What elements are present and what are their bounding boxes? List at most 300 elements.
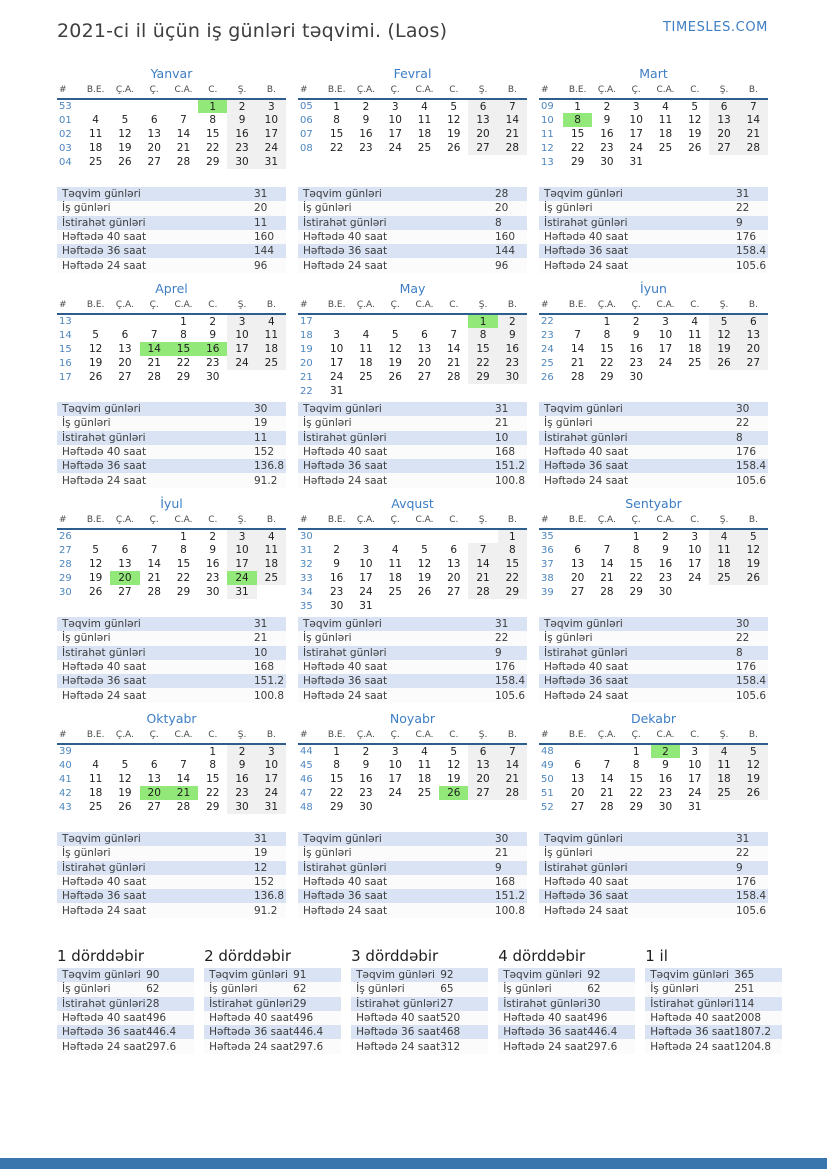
week-row: [539, 758, 768, 772]
stat-row: [57, 445, 286, 459]
day-cell: 23: [227, 786, 256, 800]
day-cell: 29: [468, 370, 497, 384]
week-number-cell: 28: [59, 558, 72, 570]
day-cell: 11: [388, 558, 402, 570]
day-header-cell: Ç.: [140, 513, 169, 529]
stat-row: [539, 416, 768, 430]
day-header-cell: B.E.: [322, 83, 351, 99]
week-number-header: #: [57, 513, 81, 529]
stat-label: İş günləri: [62, 847, 111, 860]
week-number-cell: 35: [541, 531, 554, 542]
stat-row: [298, 674, 527, 688]
day-cell: 9: [662, 759, 669, 771]
stat-row: [351, 1025, 488, 1039]
day-cell: 20: [147, 142, 161, 154]
day-cell: 2: [498, 314, 527, 328]
stat-label: Həftədə 36 saat: [544, 675, 629, 688]
stat-label: Həftədə 24 saat: [62, 259, 147, 272]
stat-label: Həftədə 40 saat: [303, 231, 388, 244]
day-cell: [592, 529, 621, 543]
day-cell: 17: [257, 772, 286, 786]
day-header-cell: C.A.: [169, 83, 198, 99]
day-header-cell: Ş.: [468, 728, 497, 744]
week-number-cell: 04: [59, 156, 72, 168]
day-header-cell: B.: [498, 513, 527, 529]
stat-row: [57, 875, 286, 889]
day-cell: 18: [709, 772, 738, 786]
day-header-cell: Ç.: [140, 298, 169, 314]
day-cell: 2: [209, 530, 217, 543]
day-cell: 18: [388, 572, 402, 584]
stat-row: [498, 997, 635, 1011]
day-cell: 15: [629, 773, 643, 785]
stat-label: Həftədə 40 saat: [544, 876, 629, 889]
day-header-cell: Ç.: [381, 513, 410, 529]
stat-value: 151.2: [495, 890, 526, 903]
week-number-cell: 29: [59, 572, 72, 584]
day-header-cell: Ş.: [709, 728, 738, 744]
day-header-cell: Ç.: [140, 83, 169, 99]
stat-label: Həftədə 24 saat: [503, 1040, 588, 1053]
day-cell: [739, 370, 768, 384]
stat-row: [539, 230, 768, 244]
week-number-cell: 36: [541, 544, 554, 556]
stat-label: Təqvim günləri: [303, 833, 382, 846]
day-cell: 27: [147, 801, 161, 813]
stat-row: [57, 216, 286, 230]
month-block-avqust: [298, 496, 527, 711]
stat-row: [539, 631, 768, 645]
month-title: Oktyabr: [146, 711, 197, 726]
stat-row: [298, 258, 527, 272]
stat-value: 446.4: [293, 1026, 324, 1039]
day-cell: 17: [688, 558, 702, 570]
day-cell: 29: [206, 801, 220, 813]
stat-label: İstirahət günləri: [544, 861, 628, 874]
month-title: Noyabr: [389, 711, 436, 726]
day-cell: 3: [227, 314, 256, 328]
day-cell: 19: [447, 128, 461, 140]
day-header-cell: C.: [198, 298, 227, 314]
stats-table: [57, 617, 286, 703]
stat-value: 22: [736, 417, 750, 430]
day-cell: 20: [417, 357, 432, 369]
day-cell: 26: [118, 156, 132, 168]
stat-row: [539, 216, 768, 230]
week-number-cell: 42: [59, 787, 72, 799]
day-cell: 16: [359, 773, 373, 785]
stat-row: [57, 889, 286, 903]
day-cell: 2: [227, 744, 256, 758]
week-row: [57, 758, 286, 772]
day-cell: 19: [388, 357, 402, 369]
stat-row: [498, 982, 635, 996]
stats-table: [204, 968, 341, 1054]
stat-row: [298, 688, 527, 702]
holiday-day-cell: 2: [651, 744, 680, 758]
day-cell: 22: [468, 356, 497, 370]
week-number-cell: 13: [59, 316, 72, 327]
day-cell: 28: [600, 586, 614, 598]
stat-label: Təqvim günləri: [356, 969, 435, 982]
stat-row: [539, 244, 768, 258]
day-header-cell: C.A.: [651, 728, 680, 744]
week-row: [298, 342, 527, 356]
month-calendar: [57, 728, 286, 814]
month-calendar: [539, 298, 768, 384]
week-number-header: #: [57, 83, 81, 99]
day-cell: 11: [417, 759, 432, 771]
day-cell: 11: [658, 114, 673, 126]
stat-label: İş günləri: [503, 983, 552, 996]
day-cell: 21: [147, 357, 161, 369]
stat-value: 8: [495, 216, 502, 229]
week-row: [57, 370, 286, 384]
day-cell: [351, 384, 380, 398]
stat-value: 62: [293, 983, 307, 996]
stat-row: [539, 846, 768, 860]
day-cell: 19: [709, 342, 738, 356]
month-block-fevral: [298, 66, 527, 281]
day-cell: 10: [329, 343, 344, 355]
day-cell: 9: [209, 544, 217, 556]
stat-label: Həftədə 40 saat: [62, 661, 147, 674]
week-row: [539, 99, 768, 113]
day-cell: [592, 744, 621, 758]
day-cell: 7: [498, 99, 527, 113]
day-cell: 31: [359, 600, 373, 612]
week-row: [298, 571, 527, 585]
months-grid: [57, 66, 768, 926]
week-header-row: [298, 728, 527, 744]
day-cell: 29: [206, 156, 220, 168]
stat-row: [498, 1039, 635, 1053]
week-row: [57, 314, 286, 328]
day-cell: 18: [709, 557, 738, 571]
week-number-cell: 18: [300, 329, 313, 341]
stats-table: [298, 402, 527, 488]
stat-value: 92: [587, 969, 601, 982]
day-header-cell: Ç.A.: [110, 513, 139, 529]
month-block-noyabr: [298, 711, 527, 926]
month-title: İyun: [640, 281, 667, 296]
stat-row: [298, 617, 527, 631]
day-cell: 17: [227, 342, 256, 356]
holiday-day-cell: 24: [227, 571, 256, 585]
week-row: [298, 772, 527, 786]
day-cell: 25: [688, 357, 702, 369]
stat-label: Həftədə 36 saat: [544, 245, 629, 258]
day-cell: 11: [257, 328, 286, 342]
stat-row: [57, 617, 286, 631]
day-header-cell: B.E.: [563, 298, 592, 314]
day-header-cell: Ş.: [227, 513, 256, 529]
footer-bar: [0, 1158, 827, 1169]
stat-label: Təqvim günləri: [62, 833, 141, 846]
day-header-cell: Ç.A.: [351, 728, 380, 744]
day-cell: 10: [629, 114, 643, 126]
day-header-cell: Ç.: [622, 83, 651, 99]
stat-label: Həftədə 24 saat: [544, 689, 629, 702]
week-number-header: #: [57, 298, 81, 314]
stat-row: [539, 431, 768, 445]
month-calendar: [298, 513, 527, 613]
month-title: Avqust: [391, 496, 434, 511]
week-number-cell: 45: [300, 759, 313, 771]
stat-row: [539, 258, 768, 272]
stat-value: 27: [440, 997, 454, 1010]
week-number-cell: 43: [59, 801, 72, 813]
day-cell: 1: [333, 100, 340, 113]
day-header-cell: B.E.: [563, 83, 592, 99]
stat-value: 29: [293, 997, 307, 1010]
day-cell: 30: [629, 371, 643, 383]
day-cell: 22: [498, 571, 527, 585]
week-number-cell: 52: [541, 801, 554, 813]
day-cell: [739, 585, 768, 599]
day-cell: 8: [333, 114, 340, 126]
stat-row: [498, 968, 635, 982]
week-number-cell: 35: [300, 600, 313, 612]
day-cell: [351, 529, 380, 543]
day-cell: 8: [632, 544, 640, 556]
stat-row: [204, 1039, 341, 1053]
day-cell: 31: [227, 585, 256, 599]
week-row: [539, 155, 768, 169]
stat-label: Həftədə 36 saat: [303, 460, 388, 473]
day-header-cell: B.: [739, 298, 768, 314]
day-cell: 17: [388, 128, 402, 140]
day-cell: 13: [447, 558, 461, 570]
day-header-cell: C.A.: [169, 728, 198, 744]
day-cell: 5: [450, 100, 458, 113]
day-cell: 26: [118, 801, 132, 813]
week-row: [539, 543, 768, 557]
day-cell: 9: [662, 544, 669, 556]
day-cell: 6: [150, 759, 158, 771]
month-calendar-wrap: [298, 298, 527, 402]
day-cell: 12: [739, 543, 768, 557]
day-cell: [351, 314, 380, 328]
week-row: [298, 328, 527, 342]
day-cell: 14: [498, 113, 527, 127]
day-cell: [81, 529, 110, 543]
week-row: [57, 356, 286, 370]
week-number-cell: 38: [541, 572, 554, 584]
stat-label: İstirahət günləri: [303, 646, 387, 659]
day-header-cell: B.: [257, 298, 286, 314]
summary-title: 1 dörddəbir: [57, 947, 145, 965]
stat-value: 11: [254, 431, 268, 444]
day-cell: 30: [600, 156, 614, 168]
week-header-row: [298, 513, 527, 529]
day-cell: 25: [359, 371, 373, 383]
day-cell: 3: [362, 544, 370, 556]
day-cell: 11: [709, 543, 738, 557]
week-header-row: [57, 83, 286, 99]
stat-label: İş günləri: [650, 983, 699, 996]
stat-row: [498, 1025, 635, 1039]
day-cell: 7: [468, 543, 497, 557]
month-calendar-wrap: [539, 298, 768, 402]
stat-row: [57, 861, 286, 875]
stat-row: [298, 473, 527, 487]
day-cell: 23: [206, 572, 220, 584]
day-cell: 14: [176, 773, 191, 785]
day-cell: 20: [468, 127, 497, 141]
day-cell: 27: [570, 586, 585, 598]
day-cell: 28: [468, 585, 497, 599]
day-cell: 22: [629, 572, 643, 584]
day-cell: 11: [688, 329, 702, 341]
stat-value: 92: [440, 969, 454, 982]
day-cell: 28: [600, 801, 614, 813]
week-number-cell: 30: [59, 586, 72, 598]
day-cell: 31: [629, 156, 643, 168]
month-calendar-wrap: [539, 728, 768, 832]
week-number-cell: 15: [59, 343, 72, 355]
day-cell: 27: [570, 801, 585, 813]
stat-value: 19: [254, 417, 268, 430]
site-logo-link[interactable]: TIMESLES.COM: [662, 20, 768, 35]
day-cell: 2: [662, 530, 669, 543]
day-cell: 14: [147, 558, 161, 570]
day-cell: 24: [688, 572, 702, 584]
day-cell: 22: [329, 142, 344, 154]
stat-row: [645, 1011, 782, 1025]
stat-row: [57, 187, 286, 201]
stats-table: [645, 968, 782, 1054]
day-cell: 21: [498, 772, 527, 786]
day-cell: 24: [688, 787, 702, 799]
day-cell: [709, 800, 738, 814]
month-calendar: [539, 728, 768, 814]
day-cell: 16: [498, 342, 527, 356]
stats-table: [57, 402, 286, 488]
stat-row: [298, 875, 527, 889]
day-header-cell: Ç.A.: [351, 83, 380, 99]
week-header-row: [539, 513, 768, 529]
day-cell: 22: [176, 572, 191, 584]
stat-label: İş günləri: [356, 983, 405, 996]
day-cell: 13: [118, 558, 132, 570]
day-cell: [439, 314, 468, 328]
day-cell: 5: [421, 544, 428, 556]
summary-title: 4 dörddəbir: [498, 947, 586, 965]
stat-value: 100.8: [254, 689, 285, 702]
month-block-sentyabr: [539, 496, 768, 711]
day-cell: 19: [118, 787, 132, 799]
stat-label: Həftədə 24 saat: [544, 474, 629, 487]
day-cell: 26: [447, 142, 461, 154]
day-cell: 20: [570, 787, 585, 799]
stat-label: Həftədə 40 saat: [544, 446, 629, 459]
day-cell: 26: [388, 371, 402, 383]
stat-label: İş günləri: [544, 632, 593, 645]
stat-row: [57, 631, 286, 645]
week-number-header: #: [539, 728, 563, 744]
day-cell: 6: [739, 314, 768, 328]
day-cell: 1: [498, 529, 527, 543]
day-cell: 13: [709, 113, 738, 127]
stat-value: 152: [254, 876, 275, 889]
day-header-cell: C.A.: [410, 513, 439, 529]
day-cell: 2: [227, 99, 256, 113]
stat-row: [539, 861, 768, 875]
stat-row: [57, 903, 286, 917]
day-cell: 27: [118, 586, 132, 598]
stat-label: İstirahət günləri: [650, 997, 734, 1010]
day-cell: [709, 585, 738, 599]
day-header-cell: Ç.A.: [110, 83, 139, 99]
summary-block: [498, 947, 635, 1054]
day-cell: 4: [391, 544, 399, 556]
stat-row: [539, 402, 768, 416]
day-cell: 7: [180, 114, 187, 126]
day-cell: [410, 314, 439, 328]
stat-row: [539, 875, 768, 889]
day-header-cell: C.: [680, 298, 709, 314]
stat-label: İstirahət günləri: [356, 997, 440, 1010]
stat-label: İstirahət günləri: [62, 646, 146, 659]
stat-value: 96: [254, 259, 268, 272]
day-cell: 3: [691, 530, 699, 543]
week-number-cell: 49: [541, 759, 554, 771]
week-row: [57, 529, 286, 543]
day-cell: 3: [257, 99, 286, 113]
stat-row: [351, 982, 488, 996]
week-number-cell: 37: [541, 558, 554, 570]
stat-row: [298, 244, 527, 258]
day-cell: [680, 155, 709, 169]
day-cell: 18: [257, 342, 286, 356]
stat-label: İş günləri: [544, 202, 593, 215]
day-cell: 3: [662, 315, 669, 328]
day-cell: 28: [498, 786, 527, 800]
day-header-cell: Ş.: [709, 83, 738, 99]
stat-label: Həftədə 24 saat: [544, 904, 629, 917]
stat-value: 136.8: [254, 460, 285, 473]
stat-row: [57, 402, 286, 416]
stat-value: 31: [495, 618, 509, 631]
stat-value: 8: [736, 431, 743, 444]
day-cell: 16: [227, 772, 256, 786]
stat-label: İstirahət günləri: [303, 216, 387, 229]
day-cell: 8: [603, 329, 611, 341]
stat-label: İş günləri: [209, 983, 258, 996]
month-title: İyul: [160, 496, 183, 511]
day-cell: [739, 800, 768, 814]
week-row: [298, 585, 527, 599]
summary-title: 2 dörddəbir: [204, 947, 292, 965]
stat-row: [57, 1025, 194, 1039]
week-header-row: [298, 298, 527, 314]
day-cell: 15: [629, 558, 643, 570]
stat-value: 22: [736, 202, 750, 215]
stat-value: 144: [254, 245, 275, 258]
week-number-cell: 31: [300, 544, 313, 556]
week-row: [57, 585, 286, 599]
day-cell: 10: [658, 329, 673, 341]
stat-value: 31: [254, 188, 268, 201]
month-title: Aprel: [155, 281, 188, 296]
day-cell: 2: [603, 100, 611, 113]
stat-value: 312: [440, 1040, 461, 1053]
stat-row: [298, 402, 527, 416]
stat-value: 10: [495, 431, 509, 444]
day-header-cell: C.A.: [169, 513, 198, 529]
summary-block: [351, 947, 488, 1054]
